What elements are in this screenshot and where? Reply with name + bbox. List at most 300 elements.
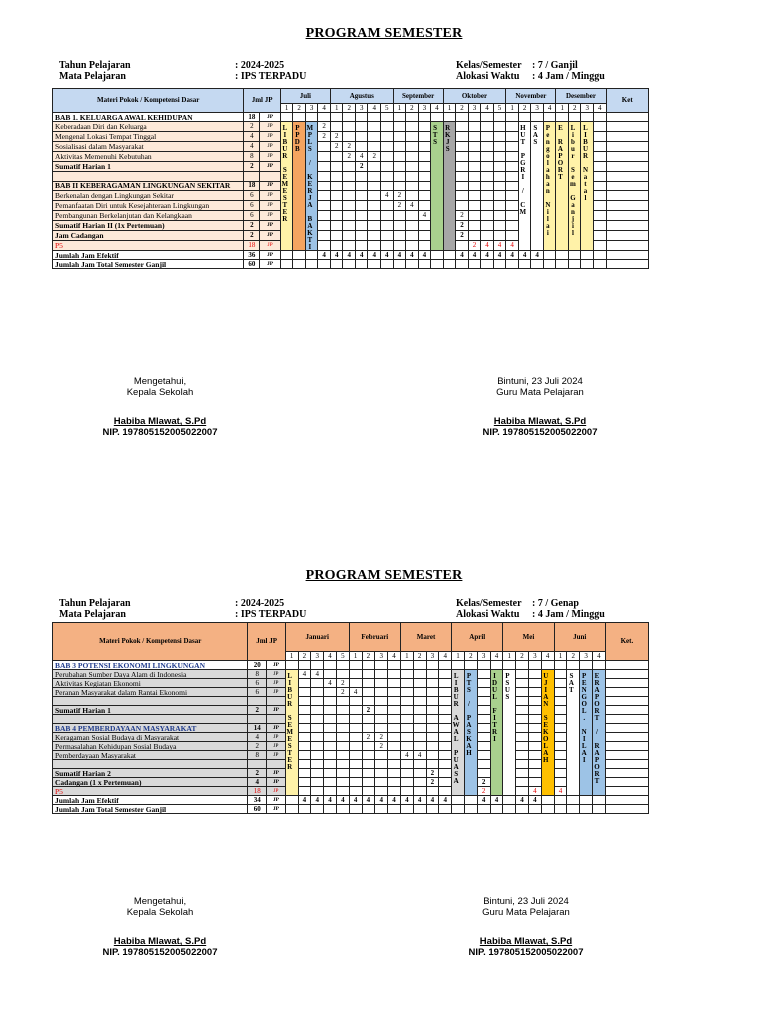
week-cell — [298, 742, 311, 751]
week-cell: 4 — [400, 751, 413, 760]
week-cell — [503, 661, 516, 670]
week-cell — [318, 151, 331, 161]
eraport-column-text: E RAPORT — [556, 124, 565, 180]
idul-fitri-column — [490, 670, 503, 796]
libur-semester-column — [285, 670, 298, 796]
signature-guru-genap — [456, 896, 596, 958]
jml-cell: 2 — [244, 122, 260, 132]
week-cell: 4 — [477, 796, 490, 805]
week-cell — [493, 171, 506, 181]
week-cell: 2 — [468, 241, 481, 251]
week-cell: 4 — [481, 251, 494, 260]
week-cell — [406, 221, 419, 231]
week-cell — [343, 191, 356, 201]
materi-cell — [53, 697, 248, 706]
week-cell: 4 — [531, 251, 544, 260]
week-cell — [400, 679, 413, 688]
jp-unit-cell: JP — [267, 706, 286, 715]
week-cell: 2 — [477, 787, 490, 796]
week-number: 1 — [393, 104, 406, 113]
table-row — [53, 688, 649, 697]
week-cell — [506, 161, 519, 171]
jml-cell: 8 — [248, 751, 267, 760]
week-cell: 2 — [375, 742, 388, 751]
jml-cell: 2 — [248, 769, 267, 778]
hut-pgri-column — [518, 122, 531, 251]
week-cell — [592, 661, 605, 670]
jml-cell: 18 — [248, 787, 267, 796]
table-row — [53, 251, 649, 260]
week-cell — [362, 724, 375, 733]
week-cell — [413, 706, 426, 715]
week-cell — [439, 715, 452, 724]
jp-unit-cell: JP — [260, 113, 281, 122]
week-cell — [593, 113, 606, 122]
week-number: 4 — [481, 104, 494, 113]
week-cell — [298, 733, 311, 742]
materi-cell — [53, 171, 244, 181]
week-cell — [477, 679, 490, 688]
week-cell — [464, 805, 477, 814]
week-cell — [528, 778, 541, 787]
ket-cell — [605, 760, 648, 769]
week-cell — [593, 151, 606, 161]
jp-unit-cell: JP — [267, 688, 286, 697]
week-cell — [413, 733, 426, 742]
jml-cell: 2 — [248, 706, 267, 715]
week-number: 3 — [528, 652, 541, 661]
week-cell — [554, 769, 567, 778]
libur-semester-column-text: LIBUR SEMESTER — [285, 672, 294, 770]
mengetahui-text: Mengetahui, — [133, 896, 187, 907]
week-cell — [468, 231, 481, 241]
libur-semester-column-text: LIBUR SEMESTER — [280, 124, 289, 222]
libur-natal-column-text: LIBUR Natal — [581, 124, 590, 201]
week-cell — [418, 241, 431, 251]
week-cell — [543, 251, 556, 260]
alokasi-label: Alokasi Waktu — [456, 71, 520, 82]
week-cell — [355, 181, 368, 191]
pengolahan-nilai-column — [580, 670, 593, 796]
jml-cell: 6 — [244, 201, 260, 211]
jp-unit-cell: JP — [267, 724, 286, 733]
ket-cell — [606, 260, 649, 269]
week-cell — [468, 181, 481, 191]
week-cell — [418, 171, 431, 181]
week-number: 4 — [592, 652, 605, 661]
week-cell — [400, 769, 413, 778]
week-cell — [280, 260, 293, 269]
jml-cell: 34 — [248, 796, 267, 805]
jp-unit-cell: JP — [260, 201, 281, 211]
materi-cell: P5 — [53, 787, 248, 796]
week-cell — [349, 769, 362, 778]
week-cell — [554, 733, 567, 742]
week-cell — [355, 221, 368, 231]
week-cell — [493, 151, 506, 161]
week-number: 3 — [418, 104, 431, 113]
table-row — [53, 715, 649, 724]
eraport-column — [592, 670, 605, 796]
week-cell — [439, 769, 452, 778]
week-number: 3 — [375, 652, 388, 661]
week-number: 4 — [431, 104, 444, 113]
materi-cell: BAB 1. KELUARGA AWAL KEHIDUPAN — [53, 113, 244, 122]
month-header: April — [452, 623, 503, 652]
week-cell — [298, 769, 311, 778]
ket-cell — [605, 742, 648, 751]
jml-cell: 8 — [244, 151, 260, 161]
week-cell — [393, 231, 406, 241]
week-number: 4 — [368, 104, 381, 113]
week-cell — [298, 715, 311, 724]
week-number: 2 — [464, 652, 477, 661]
week-cell — [362, 661, 375, 670]
ket-cell — [606, 171, 649, 181]
week-cell — [368, 260, 381, 269]
week-cell — [431, 251, 444, 260]
jp-unit-cell: JP — [267, 805, 286, 814]
week-cell — [324, 805, 337, 814]
pengolahan-nilai-column — [543, 122, 556, 251]
week-cell — [490, 805, 503, 814]
week-cell — [506, 260, 519, 269]
jp-unit-cell: JP — [260, 231, 281, 241]
week-cell — [418, 113, 431, 122]
week-number: 4 — [593, 104, 606, 113]
week-cell: 4 — [493, 251, 506, 260]
week-cell — [400, 742, 413, 751]
mapel-label: Mata Pelajaran — [59, 71, 126, 82]
jml-cell: 18 — [244, 241, 260, 251]
week-cell — [388, 697, 401, 706]
week-cell: 4 — [468, 251, 481, 260]
week-cell — [330, 113, 343, 122]
ket-cell — [606, 251, 649, 260]
week-cell — [439, 778, 452, 787]
week-cell — [406, 260, 419, 269]
week-cell — [388, 661, 401, 670]
week-cell — [418, 151, 431, 161]
week-cell — [431, 113, 444, 122]
week-cell — [368, 181, 381, 191]
week-cell — [567, 661, 580, 670]
materi-cell: Jumlah Jam Total Semester Ganjil — [53, 260, 244, 269]
week-cell: 4 — [318, 251, 331, 260]
table-row — [53, 787, 649, 796]
week-cell — [418, 260, 431, 269]
week-cell — [506, 122, 519, 132]
jml-cell: 18 — [244, 181, 260, 191]
month-header: Maret — [400, 623, 451, 652]
week-cell — [516, 778, 529, 787]
week-cell — [400, 715, 413, 724]
week-cell — [593, 141, 606, 151]
week-cell — [477, 688, 490, 697]
signature-kepsek-genap — [100, 896, 220, 958]
week-cell — [381, 151, 394, 161]
week-cell — [311, 733, 324, 742]
materi-cell: BAB II KEBERAGAMAN LINGKUNGAN SEKITAR — [53, 181, 244, 191]
jml-cell — [248, 715, 267, 724]
week-cell — [554, 796, 567, 805]
week-cell — [324, 724, 337, 733]
week-number: 3 — [468, 104, 481, 113]
week-cell — [388, 715, 401, 724]
week-number: 2 — [516, 652, 529, 661]
jml-cell: 6 — [244, 191, 260, 201]
week-cell — [336, 769, 349, 778]
week-cell — [418, 141, 431, 151]
pts-paskah-column-text: PTS / PASKAH — [464, 672, 473, 756]
week-cell — [426, 715, 439, 724]
ket-cell — [606, 181, 649, 191]
signature-guru-ganjil — [470, 376, 610, 438]
week-cell: 4 — [528, 796, 541, 805]
week-cell — [443, 260, 456, 269]
week-cell — [516, 733, 529, 742]
week-cell — [298, 661, 311, 670]
week-number: 1 — [400, 652, 413, 661]
week-cell — [375, 805, 388, 814]
week-cell — [311, 778, 324, 787]
schedule-table-genap — [52, 622, 649, 814]
week-cell — [418, 122, 431, 132]
week-cell — [318, 181, 331, 191]
week-cell — [375, 787, 388, 796]
week-cell — [593, 122, 606, 132]
materi-cell: Sumatif Harian 2 — [53, 769, 248, 778]
ujian-sekolah-column-text: UJIAN SEKOLAH — [541, 672, 550, 763]
week-cell: 4 — [516, 796, 529, 805]
week-cell — [311, 769, 324, 778]
week-cell: 4 — [456, 251, 469, 260]
place-date: Bintuni, 23 Juli 2024 — [483, 896, 569, 907]
week-cell — [368, 231, 381, 241]
week-number: 1 — [554, 652, 567, 661]
week-cell — [311, 697, 324, 706]
week-cell — [298, 688, 311, 697]
week-cell — [330, 241, 343, 251]
week-cell — [318, 171, 331, 181]
week-cell — [503, 805, 516, 814]
week-cell — [362, 697, 375, 706]
week-cell — [592, 796, 605, 805]
jml-cell: 36 — [244, 251, 260, 260]
table-row — [53, 742, 649, 751]
week-cell — [400, 778, 413, 787]
week-cell: 4 — [349, 796, 362, 805]
week-cell: 4 — [439, 796, 452, 805]
materi-cell: Sumatif Harian 1 — [53, 706, 248, 715]
week-cell — [506, 141, 519, 151]
week-cell — [468, 161, 481, 171]
week-cell — [388, 706, 401, 715]
week-cell — [400, 670, 413, 679]
week-cell — [456, 201, 469, 211]
week-cell — [506, 211, 519, 221]
week-cell — [413, 724, 426, 733]
kelas-value: : 7 / Ganjil — [532, 60, 578, 71]
week-cell — [355, 241, 368, 251]
table-row — [53, 778, 649, 787]
week-cell — [368, 221, 381, 231]
week-number: 5 — [336, 652, 349, 661]
materi-cell: P5 — [53, 241, 244, 251]
week-cell — [388, 724, 401, 733]
page-title-ganjil: PROGRAM SEMESTER — [305, 26, 463, 41]
week-cell — [318, 241, 331, 251]
week-number: 2 — [567, 652, 580, 661]
week-cell — [506, 113, 519, 122]
week-cell — [439, 706, 452, 715]
jp-unit-cell: JP — [260, 141, 281, 151]
week-cell — [516, 742, 529, 751]
week-cell — [324, 697, 337, 706]
week-number: 2 — [406, 104, 419, 113]
column-header-materi: Materi Pokok / Kompetensi Dasar — [53, 89, 244, 113]
week-cell — [413, 688, 426, 697]
week-number: 3 — [305, 104, 318, 113]
kepsek-nip: NIP. 197805152005022007 — [102, 947, 218, 958]
week-cell — [388, 688, 401, 697]
week-cell — [516, 769, 529, 778]
tahun-value: : 2024-2025 — [235, 598, 285, 609]
week-cell — [400, 805, 413, 814]
week-cell — [439, 742, 452, 751]
week-cell — [406, 122, 419, 132]
week-cell — [285, 661, 298, 670]
week-cell: 4 — [406, 251, 419, 260]
week-cell — [381, 231, 394, 241]
ket-cell — [606, 201, 649, 211]
week-cell — [368, 113, 381, 122]
week-cell — [452, 661, 465, 670]
jml-cell: 6 — [244, 211, 260, 221]
week-number: 5 — [493, 104, 506, 113]
week-cell: 2 — [368, 151, 381, 161]
week-cell — [375, 670, 388, 679]
jp-unit-cell: JP — [267, 751, 286, 760]
week-cell: 2 — [336, 679, 349, 688]
week-cell — [493, 211, 506, 221]
week-cell — [375, 760, 388, 769]
week-cell — [355, 122, 368, 132]
jp-unit-cell: JP — [267, 796, 286, 805]
week-cell — [554, 688, 567, 697]
week-cell — [413, 697, 426, 706]
week-cell — [343, 231, 356, 241]
week-cell — [477, 670, 490, 679]
week-cell — [311, 661, 324, 670]
week-cell — [336, 706, 349, 715]
week-number: 4 — [388, 652, 401, 661]
week-cell — [293, 113, 306, 122]
week-number: 3 — [426, 652, 439, 661]
materi-cell: Sumatif Harian 1 — [53, 161, 244, 171]
week-cell — [418, 231, 431, 241]
jml-cell — [248, 697, 267, 706]
week-cell — [481, 151, 494, 161]
week-number: 1 — [443, 104, 456, 113]
week-cell — [413, 778, 426, 787]
week-cell — [393, 141, 406, 151]
week-number: 2 — [456, 104, 469, 113]
jml-cell: 20 — [248, 661, 267, 670]
week-cell — [468, 171, 481, 181]
week-cell — [362, 769, 375, 778]
week-number: 1 — [503, 652, 516, 661]
week-cell — [343, 181, 356, 191]
week-cell: 2 — [330, 131, 343, 141]
week-cell — [531, 260, 544, 269]
week-cell — [543, 260, 556, 269]
week-cell — [330, 122, 343, 132]
week-cell — [336, 787, 349, 796]
table-row — [53, 760, 649, 769]
jml-cell: 18 — [244, 113, 260, 122]
week-number: 1 — [330, 104, 343, 113]
week-cell — [452, 796, 465, 805]
week-cell — [355, 141, 368, 151]
jml-cell: 4 — [248, 733, 267, 742]
pts-paskah-column — [464, 670, 477, 796]
week-cell — [311, 679, 324, 688]
week-cell — [516, 661, 529, 670]
sts-column-text: STS — [431, 124, 440, 145]
week-cell — [493, 161, 506, 171]
jml-cell: 8 — [248, 670, 267, 679]
kepsek-name: Habiba Mlawat, S.Pd — [113, 416, 207, 427]
week-cell — [362, 670, 375, 679]
week-cell — [381, 131, 394, 141]
ujian-sekolah-column — [541, 670, 554, 796]
week-cell — [336, 760, 349, 769]
week-cell — [481, 161, 494, 171]
libur-puasa-column-text: LIBUR AWAL PUASA — [452, 672, 461, 784]
mpls-column — [305, 122, 318, 251]
week-cell — [285, 796, 298, 805]
ket-cell — [605, 796, 648, 805]
week-cell — [426, 679, 439, 688]
week-cell — [426, 688, 439, 697]
week-cell — [388, 679, 401, 688]
guru-name: Habiba Mlawat, S.Pd — [479, 936, 573, 947]
week-cell — [593, 241, 606, 251]
ket-cell — [605, 706, 648, 715]
week-cell — [336, 715, 349, 724]
week-cell — [456, 171, 469, 181]
libur-puasa-column — [452, 670, 465, 796]
week-cell — [324, 670, 337, 679]
week-cell: 2 — [355, 161, 368, 171]
week-cell — [355, 113, 368, 122]
jp-unit-cell: JP — [260, 221, 281, 231]
week-cell — [400, 697, 413, 706]
week-cell — [516, 679, 529, 688]
guru-nip: NIP. 197805152005022007 — [468, 947, 584, 958]
week-cell: 4 — [381, 251, 394, 260]
week-cell — [318, 201, 331, 211]
week-cell — [393, 113, 406, 122]
mengetahui-text: Mengetahui, — [133, 376, 187, 387]
week-cell — [318, 113, 331, 122]
jp-unit-cell: JP — [267, 769, 286, 778]
libur-natal-column — [581, 122, 594, 251]
week-cell — [355, 191, 368, 201]
week-cell — [381, 171, 394, 181]
week-cell — [493, 221, 506, 231]
